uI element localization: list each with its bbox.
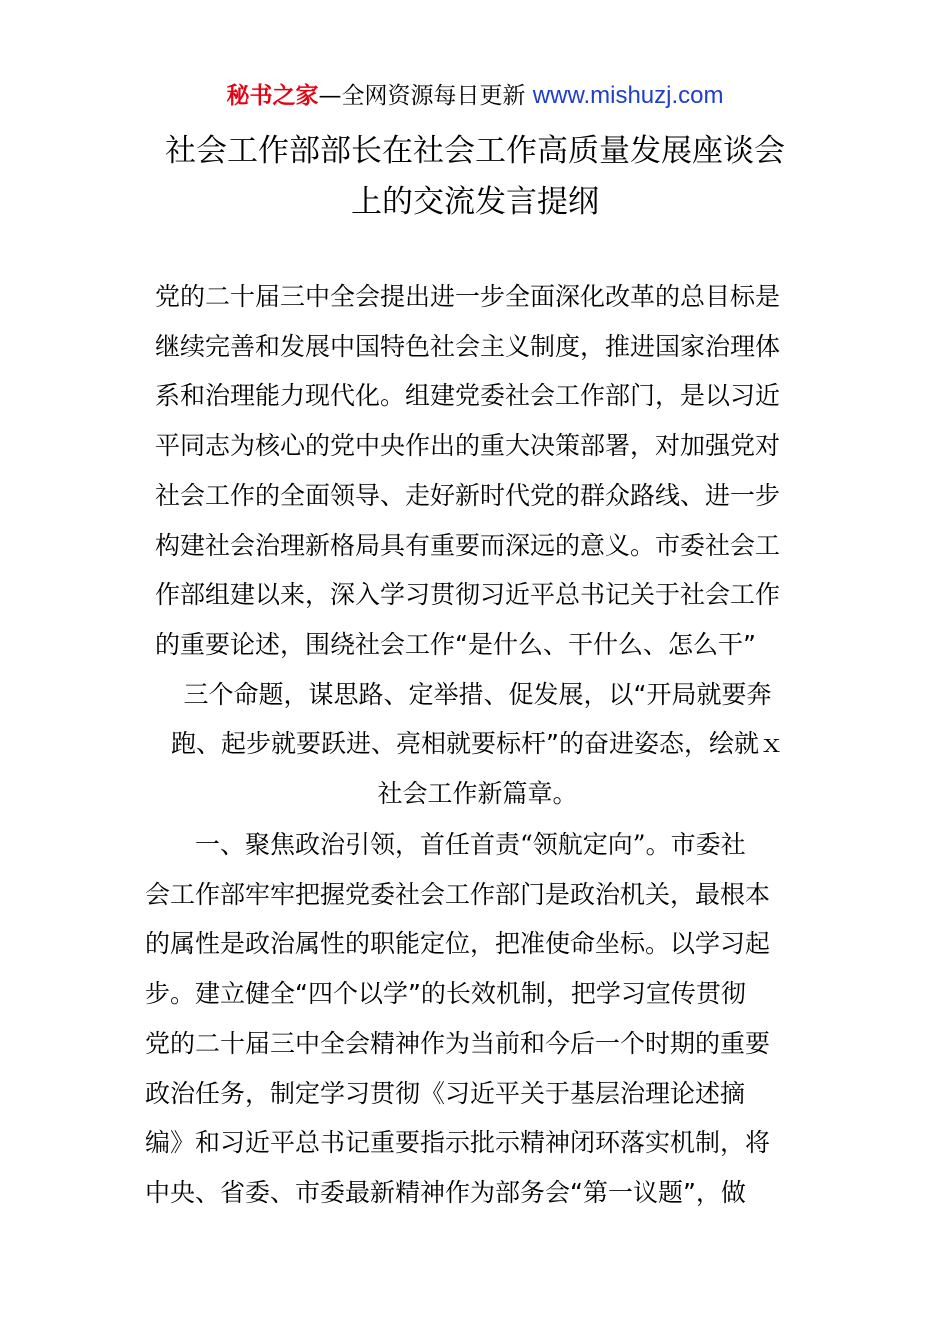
site-slogan: —全网资源每日更新 bbox=[318, 83, 526, 109]
section-1-line: 党的二十届三中全会精神作为当前和今后一个时期的重要 bbox=[145, 1028, 771, 1058]
document-title bbox=[0, 126, 950, 228]
intro-line: 社会工作新篇章。 bbox=[377, 779, 578, 809]
section-1-line: 的属性是政治属性的职能定位，把准使命坐标。以学习起 bbox=[145, 929, 771, 959]
section-1-line: 步。建立健全“四个以学”的长效机制，把学习宣传贯彻 bbox=[145, 979, 746, 1009]
intro-line: 社会工作的全面领导、走好新时代党的群众路线、进一步 bbox=[155, 480, 781, 510]
intro-line: 继续完善和发展中国特色社会主义制度，推进国家治理体 bbox=[155, 331, 781, 361]
intro-paragraph bbox=[155, 272, 800, 819]
site-url-link[interactable]: www.mishuzj.com bbox=[532, 82, 724, 109]
section-1-heading: 一、聚焦政治引领，首任首责“领航定向”。 bbox=[145, 830, 671, 859]
section-1-line: 编》和习近平总书记重要指示批示精神闭环落实机制，将 bbox=[145, 1128, 771, 1158]
section-1-line: 会工作部牢牢把握党委社会工作部门是政治机关，最根本 bbox=[145, 879, 771, 909]
site-brand: 秘书之家 bbox=[226, 83, 319, 109]
intro-line: 跑、起步就要跃进、亮相就要标杆”的奋进姿态，绘就ｘ bbox=[171, 729, 784, 759]
intro-line: 党的二十届三中全会提出进一步全面深化改革的总目标是 bbox=[155, 282, 781, 311]
title-line-2: 上的交流发言提纲 bbox=[351, 184, 599, 220]
intro-line: 三个命题，谋思路、定举措、促发展，以“开局就要奔 bbox=[183, 679, 772, 709]
site-header bbox=[0, 80, 950, 112]
intro-line: 构建社会治理新格局具有重要而深远的意义。市委社会工 bbox=[155, 530, 781, 560]
title-line-1: 社会工作部部长在社会工作高质量发展座谈会 bbox=[165, 133, 785, 169]
intro-line: 作部组建以来，深入学习贯彻习近平总书记关于社会工作 bbox=[155, 580, 781, 610]
section-1-first-line bbox=[145, 820, 810, 870]
intro-line: 系和治理能力现代化。组建党委社会工作部门，是以习近 bbox=[155, 381, 781, 411]
section-1-line: 政治任务，制定学习贯彻《习近平关于基层治理论述摘 bbox=[145, 1078, 746, 1108]
section-1-paragraph bbox=[145, 820, 810, 1218]
intro-line: 的重要论述，围绕社会工作“是什么、干什么、怎么干” bbox=[155, 629, 756, 659]
section-1-lead-text: 市委社 bbox=[670, 830, 746, 859]
intro-line: 平同志为核心的党中央作出的重大决策部署，对加强党对 bbox=[155, 431, 781, 461]
section-1-line: 中央、省委、市委最新精神作为部务会“第一议题”，做 bbox=[145, 1177, 746, 1207]
